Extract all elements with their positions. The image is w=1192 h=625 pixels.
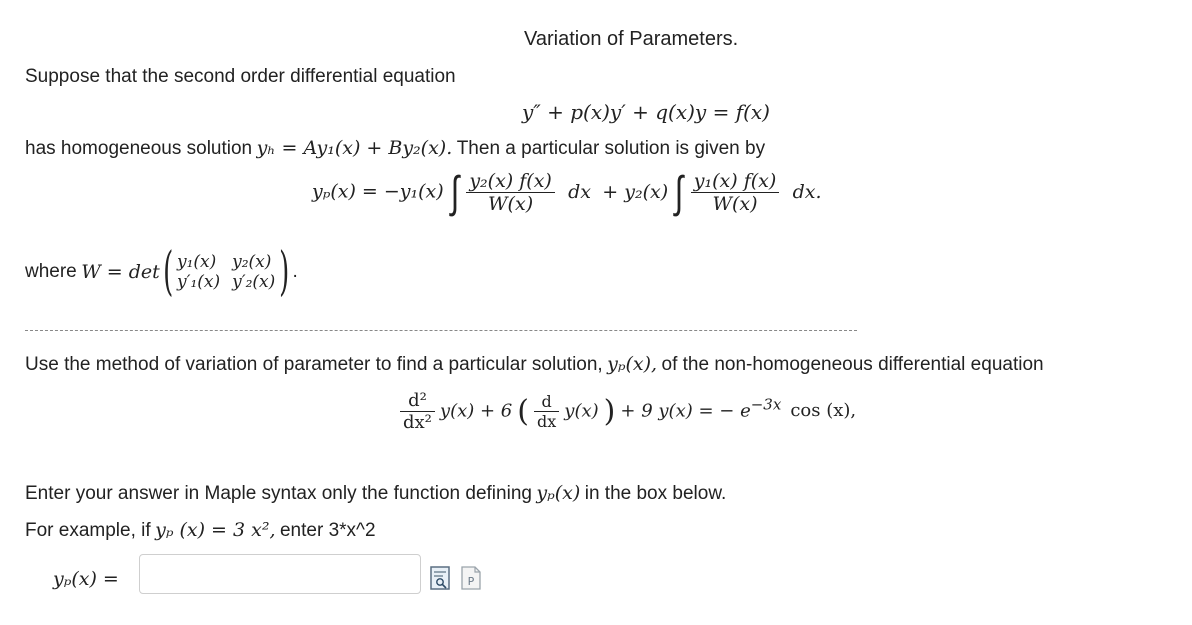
ode-term1: y(x) + 6 — [439, 400, 513, 422]
answer-label: yₚ(x) = — [53, 568, 119, 590]
matrix-cell: y′₂(x) — [232, 272, 276, 292]
where-text: where — [25, 261, 77, 282]
integral-1-fraction — [466, 170, 555, 215]
matrix-cell: y′₁(x) — [176, 272, 221, 292]
first-derivative-operator — [534, 392, 559, 431]
general-ode: y″ + p(x)y′ + q(x)y = f(x) — [522, 100, 770, 124]
wronskian-eq: W = det — [81, 261, 160, 283]
homog-prefix: has homogeneous solution — [25, 138, 253, 159]
wronskian-matrix — [177, 252, 275, 292]
example-suffix: enter 3*x^2 — [279, 520, 376, 541]
int2-denominator: W(x) — [712, 193, 758, 215]
open-paren: ( — [517, 394, 529, 429]
svg-text:P: P — [467, 575, 475, 588]
enter-var: yₚ(x) — [536, 482, 581, 504]
task-suffix: of the non-homogeneous differential equation — [661, 354, 1044, 375]
integral-2-fraction — [691, 170, 780, 215]
second-derivative-operator — [400, 390, 435, 433]
homog-suffix: Then a particular solution is given by — [456, 138, 766, 159]
int1-dx: dx — [568, 180, 591, 203]
homogeneous-line — [25, 137, 765, 160]
specific-ode — [400, 390, 856, 433]
ode-rhs-tail: cos (x), — [790, 400, 857, 422]
d2-denominator: dx² — [403, 412, 432, 433]
example-prefix: For example, if — [25, 520, 151, 541]
task-statement — [25, 353, 1044, 376]
example-expression: yₚ (x) = 3 x², — [155, 519, 276, 541]
syntax-help-icon[interactable] — [461, 566, 481, 590]
preview-icon[interactable] — [430, 566, 450, 590]
matrix-table — [177, 252, 275, 292]
matrix-cell: y₁(x) — [176, 252, 217, 272]
dashed-divider — [25, 330, 857, 331]
right-paren: ) — [278, 242, 289, 302]
ode-term2: y(x) — [564, 400, 599, 422]
task-text: Use the method of variation of parameter to find a particular solution, — [25, 354, 603, 375]
wronskian-definition — [25, 242, 298, 302]
left-paren: ( — [163, 242, 174, 302]
enter-text: Enter your answer in Maple syntax only the function defining — [25, 483, 532, 504]
example-line — [25, 519, 376, 542]
enter-suffix: in the box below. — [584, 483, 727, 504]
plus-y2: + y₂(x) — [602, 180, 669, 203]
homog-expression: yₕ = Ay₁(x) + By₂(x). — [256, 137, 453, 159]
d2-numerator: d² — [400, 390, 435, 412]
page-title: Variation of Parameters. — [524, 28, 739, 50]
d-denominator: dx — [537, 412, 557, 431]
int1-numerator: y₂(x) f(x) — [466, 170, 555, 193]
matrix-cell: y₂(x) — [232, 252, 272, 272]
answer-input[interactable] — [139, 554, 421, 594]
ode-exponent: −3x — [750, 395, 782, 414]
integral-sign-2: ∫ — [675, 167, 684, 217]
int2-numerator: y₁(x) f(x) — [691, 170, 780, 193]
yp-lhs: yₚ(x) = −y₁(x) — [312, 180, 444, 203]
integral-sign-1: ∫ — [450, 167, 460, 217]
int1-denominator: W(x) — [488, 193, 534, 215]
close-paren: ) — [603, 394, 616, 429]
period: . — [292, 261, 298, 282]
ode-term3: + 9 y(x) = − e — [620, 400, 751, 422]
instruction-line — [25, 482, 726, 505]
particular-solution-formula — [312, 167, 822, 217]
d-numerator: d — [534, 392, 559, 412]
intro-text: Suppose that the second order differential equation — [25, 66, 456, 87]
int2-dx: dx. — [792, 180, 822, 203]
task-var: yₚ(x), — [607, 353, 658, 375]
